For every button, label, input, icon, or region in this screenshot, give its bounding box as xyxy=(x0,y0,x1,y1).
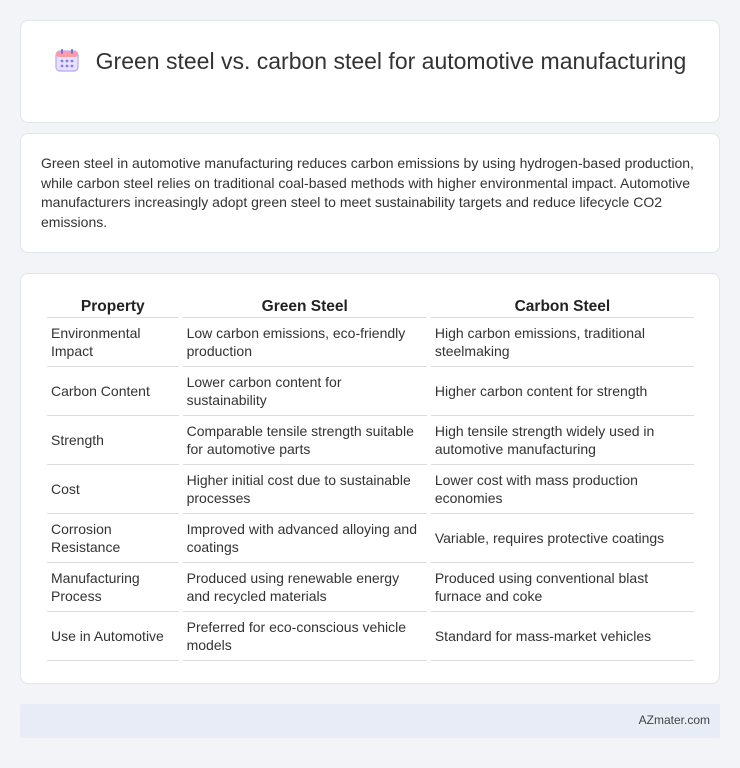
title-card xyxy=(20,20,720,123)
table-row xyxy=(47,514,694,563)
row-carbon-steel: Variable, requires protective coatings xyxy=(431,514,694,563)
table-row xyxy=(47,416,694,465)
comparison-table xyxy=(43,296,698,661)
row-carbon-steel: Standard for mass-market vehicles xyxy=(431,612,694,661)
row-property: Carbon Content xyxy=(47,367,179,416)
row-green-steel: Improved with advanced alloying and coatings xyxy=(183,514,427,563)
row-green-steel: Produced using renewable energy and recycled materials xyxy=(183,563,427,612)
header-green-steel: Green Steel xyxy=(183,296,427,318)
row-green-steel: Low carbon emissions, eco-friendly production xyxy=(183,318,427,367)
row-green-steel: Higher initial cost due to sustainable processes xyxy=(183,465,427,514)
table-row xyxy=(47,465,694,514)
page-title-text: Green steel vs. carbon steel for automotive manufacturing xyxy=(95,48,687,74)
table-row xyxy=(47,367,694,416)
table-row xyxy=(47,318,694,367)
table-row xyxy=(47,612,694,661)
row-green-steel: Comparable tensile strength suitable for automotive parts xyxy=(183,416,427,465)
row-carbon-steel: Produced using conventional blast furnace and coke xyxy=(431,563,694,612)
row-property: Strength xyxy=(47,416,179,465)
row-property: Cost xyxy=(47,465,179,514)
comparison-card xyxy=(20,273,720,684)
row-property: Environmental Impact xyxy=(47,318,179,367)
row-property: Use in Automotive xyxy=(47,612,179,661)
row-property: Manufacturing Process xyxy=(47,563,179,612)
header-carbon-steel: Carbon Steel xyxy=(431,296,694,318)
footer-brand: AZmater.com xyxy=(638,713,710,727)
title-wrap xyxy=(21,46,719,76)
row-carbon-steel: High carbon emissions, traditional steelmaking xyxy=(431,318,694,367)
calendar-icon xyxy=(54,47,80,73)
intro-text: Green steel in automotive manufacturing reduces carbon emissions by using hydrogen-based production, while carbon steel relies on traditional coal-based methods with higher environmental impact. Automotive manufacturers increasingly adopt green steel to meet sustainability targets and reduce lifecycle CO2 emissions. xyxy=(41,155,694,230)
row-green-steel: Lower carbon content for sustainability xyxy=(183,367,427,416)
table-row xyxy=(47,563,694,612)
header-property: Property xyxy=(47,296,179,318)
row-green-steel: Preferred for eco-conscious vehicle models xyxy=(183,612,427,661)
row-carbon-steel: High tensile strength widely used in automotive manufacturing xyxy=(431,416,694,465)
row-property: Corrosion Resistance xyxy=(47,514,179,563)
row-carbon-steel: Higher carbon content for strength xyxy=(431,367,694,416)
intro-card xyxy=(20,133,720,253)
table-header-row xyxy=(47,296,694,318)
footer-bar xyxy=(20,704,720,738)
page-title xyxy=(21,46,719,76)
row-carbon-steel: Lower cost with mass production economies xyxy=(431,465,694,514)
